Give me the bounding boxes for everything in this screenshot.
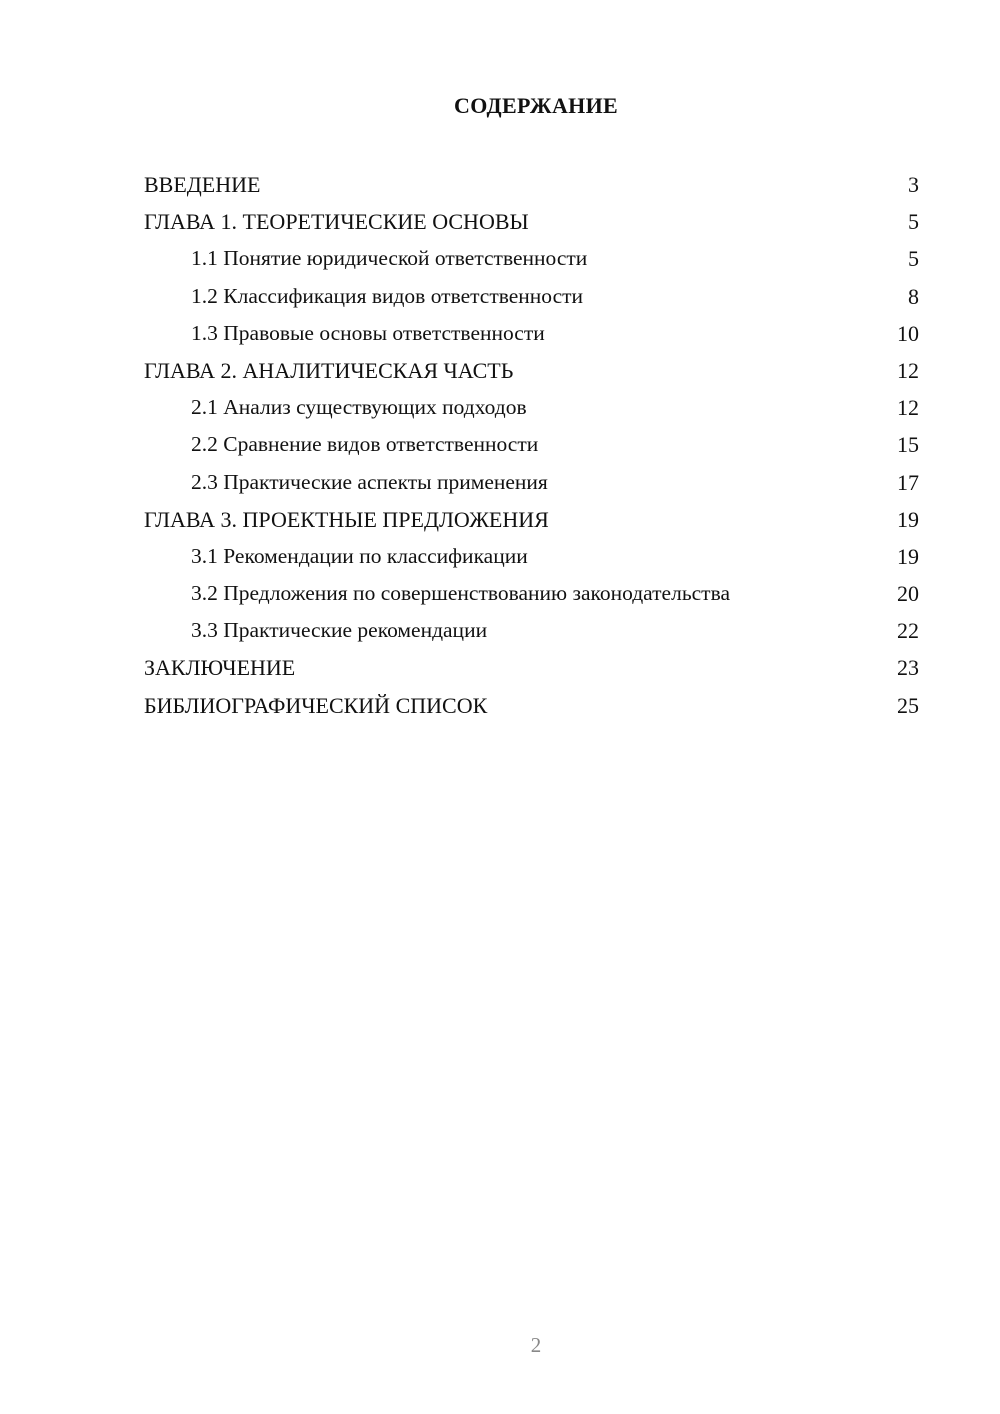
- toc-entry-label: 1.2 Классификация видов ответственности: [191, 283, 584, 308]
- toc-subentry[interactable]: [144, 315, 919, 352]
- toc-entry-page: 17: [897, 469, 919, 495]
- toc-entry-label: ЗАКЛЮЧЕНИЕ: [144, 655, 296, 681]
- toc-entry-page: 19: [897, 506, 919, 532]
- toc-entry-page: 5: [908, 209, 919, 235]
- toc-subentry[interactable]: [144, 575, 919, 612]
- toc-entry-label: 2.2 Сравнение видов ответственности: [191, 432, 539, 457]
- toc-entry-label: БИБЛИОГРАФИЧЕСКИЙ СПИСОК: [144, 692, 488, 718]
- toc-entry[interactable]: [144, 166, 919, 203]
- toc-entry-label: 1.1 Понятие юридической ответственности: [191, 246, 588, 271]
- toc-entry-label: 1.3 Правовые основы ответственности: [191, 320, 545, 345]
- toc-entry-page: 12: [897, 395, 919, 421]
- toc-subentry[interactable]: [144, 389, 919, 426]
- toc-subentry[interactable]: [144, 240, 919, 277]
- toc-entry-page: 25: [897, 692, 919, 718]
- toc-subentry[interactable]: [144, 426, 919, 463]
- toc-entry-page: 23: [897, 655, 919, 681]
- toc-entry[interactable]: [144, 352, 919, 389]
- toc-subentry[interactable]: [144, 464, 919, 501]
- toc-entry-page: 20: [897, 581, 919, 607]
- toc-subentry[interactable]: [144, 612, 919, 649]
- toc-entry-page: 5: [908, 246, 919, 272]
- toc-entry-label: ГЛАВА 3. ПРОЕКТНЫЕ ПРЕДЛОЖЕНИЯ: [144, 506, 549, 532]
- toc-subentry[interactable]: [144, 278, 919, 315]
- toc-entry[interactable]: [144, 203, 919, 240]
- toc-entry[interactable]: [144, 501, 919, 538]
- toc-entry-label: 3.1 Рекомендации по классификации: [191, 543, 528, 568]
- toc-entry-page: 10: [897, 320, 919, 346]
- toc-entry-page: 3: [908, 172, 919, 197]
- toc-entry[interactable]: [144, 649, 919, 686]
- toc-entry[interactable]: [144, 687, 919, 724]
- toc-entry-page: 15: [897, 432, 919, 458]
- toc-subentry[interactable]: [144, 538, 919, 575]
- page-title: СОДЕРЖАНИЕ: [454, 93, 618, 118]
- toc-entry-label: 2.3 Практические аспекты применения: [191, 469, 548, 494]
- toc-entry-label: ГЛАВА 1. ТЕОРЕТИЧЕСКИЕ ОСНОВЫ: [144, 209, 529, 235]
- table-of-contents: [144, 166, 919, 724]
- toc-entry-page: 22: [897, 618, 919, 644]
- toc-entry-label: ГЛАВА 2. АНАЛИТИЧЕСКАЯ ЧАСТЬ: [144, 357, 514, 383]
- toc-entry-label: 3.2 Предложения по совершенствованию законодательства: [191, 581, 730, 606]
- toc-entry-label: 3.3 Практические рекомендации: [191, 618, 488, 643]
- toc-entry-page: 19: [897, 543, 919, 569]
- toc-entry-page: 12: [897, 357, 919, 383]
- toc-entry-label: ВВЕДЕНИЕ: [144, 172, 261, 197]
- page-number: 2: [530, 1333, 542, 1357]
- toc-entry-page: 8: [908, 283, 919, 309]
- toc-entry-label: 2.1 Анализ существующих подходов: [191, 395, 527, 420]
